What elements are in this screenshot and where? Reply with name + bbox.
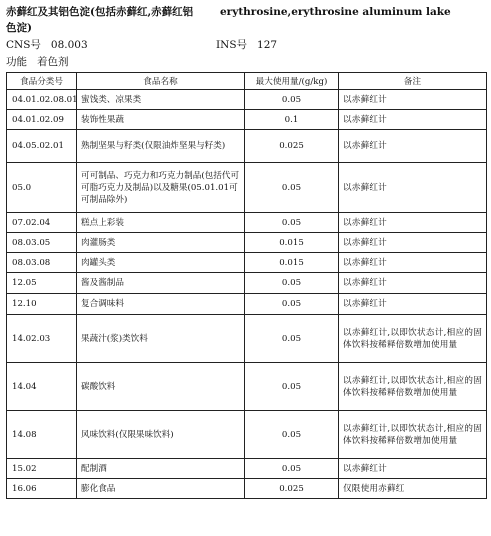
cell-name: 熟制坚果与籽类(仅限油炸坚果与籽类) xyxy=(77,130,245,163)
function-label: 功能 xyxy=(6,56,27,68)
cell-value: 0.05 xyxy=(245,459,339,479)
ins-value: 127 xyxy=(257,39,278,51)
cell-code: 05.0 xyxy=(7,163,77,213)
cell-note: 以赤藓红计 xyxy=(339,294,487,315)
cns-label: CNS号 xyxy=(6,39,41,51)
cell-name: 肉灌肠类 xyxy=(77,233,245,253)
table-row xyxy=(7,459,487,479)
table-row xyxy=(7,273,487,294)
cell-value: 0.025 xyxy=(245,479,339,499)
cell-value: 0.015 xyxy=(245,253,339,273)
cell-note: 以赤藓红计 xyxy=(339,233,487,253)
usage-table xyxy=(6,72,487,499)
cns-value: 08.003 xyxy=(50,39,88,51)
cell-value: 0.05 xyxy=(245,163,339,213)
cell-note: 以赤藓红计,以即饮状态计,相应的固体饮料按稀释倍数增加使用量 xyxy=(339,363,487,411)
cell-name: 肉罐头类 xyxy=(77,253,245,273)
table-row xyxy=(7,411,487,459)
cell-code: 14.04 xyxy=(7,363,77,411)
title-chinese: 赤藓红及其铝色淀(包括赤藓红,赤藓红铝 xyxy=(6,6,194,18)
cell-value: 0.025 xyxy=(245,130,339,163)
ins-number xyxy=(216,38,277,52)
cell-value: 0.05 xyxy=(245,315,339,363)
cell-code: 12.05 xyxy=(7,273,77,294)
cell-name: 复合调味料 xyxy=(77,294,245,315)
cell-name: 膨化食品 xyxy=(77,479,245,499)
table-row xyxy=(7,233,487,253)
cell-note: 以赤藓红计 xyxy=(339,273,487,294)
cell-value: 0.05 xyxy=(245,90,339,110)
cell-note: 以赤藓红计 xyxy=(339,90,487,110)
cell-value: 0.05 xyxy=(245,273,339,294)
cell-name: 碳酸饮料 xyxy=(77,363,245,411)
cell-value: 0.05 xyxy=(245,411,339,459)
function xyxy=(6,55,69,69)
cell-note: 以赤藓红计 xyxy=(339,213,487,233)
table-row xyxy=(7,130,487,163)
column-header-name: 食品名称 xyxy=(77,73,245,90)
column-header-code: 食品分类号 xyxy=(7,73,77,90)
cell-code: 08.03.05 xyxy=(7,233,77,253)
cell-code: 08.03.08 xyxy=(7,253,77,273)
table-row xyxy=(7,110,487,130)
cell-value: 0.05 xyxy=(245,213,339,233)
cell-note: 以赤藓红计 xyxy=(339,253,487,273)
cell-code: 07.02.04 xyxy=(7,213,77,233)
table-row xyxy=(7,479,487,499)
cell-name: 装饰性果蔬 xyxy=(77,110,245,130)
cell-value: 0.015 xyxy=(245,233,339,253)
table-row xyxy=(7,363,487,411)
table-row xyxy=(7,294,487,315)
cell-code: 12.10 xyxy=(7,294,77,315)
cell-value: 0.05 xyxy=(245,294,339,315)
table-row xyxy=(7,315,487,363)
cell-name: 风味饮料(仅限果味饮料) xyxy=(77,411,245,459)
cell-code: 15.02 xyxy=(7,459,77,479)
table-header-row xyxy=(7,73,487,90)
cell-value: 0.1 xyxy=(245,110,339,130)
cell-code: 04.01.02.09 xyxy=(7,110,77,130)
cell-note: 以赤藓红计 xyxy=(339,130,487,163)
cell-code: 14.02.03 xyxy=(7,315,77,363)
cell-name: 果蔬汁(浆)类饮料 xyxy=(77,315,245,363)
cell-name: 糕点上彩装 xyxy=(77,213,245,233)
cell-note: 以赤藓红计 xyxy=(339,110,487,130)
cell-note: 以赤藓红计,以即饮状态计,相应的固体饮料按稀释倍数增加使用量 xyxy=(339,315,487,363)
cns-number xyxy=(6,38,88,52)
cell-code: 04.05.02.01 xyxy=(7,130,77,163)
cell-note: 仅限使用赤藓红 xyxy=(339,479,487,499)
cell-name: 酱及酱制品 xyxy=(77,273,245,294)
table-row xyxy=(7,213,487,233)
function-value: 着色剂 xyxy=(37,56,69,68)
cell-name: 蜜饯类、凉果类 xyxy=(77,90,245,110)
column-header-max-usage: 最大使用量/(g/kg) xyxy=(245,73,339,90)
cell-code: 14.08 xyxy=(7,411,77,459)
table-row xyxy=(7,90,487,110)
cell-note: 以赤藓红计 xyxy=(339,163,487,213)
table-row xyxy=(7,163,487,213)
cell-value: 0.05 xyxy=(245,363,339,411)
ins-label: INS号 xyxy=(216,39,248,51)
cell-code: 04.01.02.08.01 xyxy=(7,90,77,110)
cell-code: 16.06 xyxy=(7,479,77,499)
column-header-note: 备注 xyxy=(339,73,487,90)
cell-name: 配制酒 xyxy=(77,459,245,479)
title-english: erythrosine,erythrosine aluminum lake xyxy=(220,6,451,18)
cell-name: 可可制品、巧克力和巧克力制品(包括代可可脂巧克力及制品)以及糖果(05.01.01可可制品除外) xyxy=(77,163,245,213)
title-row xyxy=(6,4,451,20)
cell-note: 以赤藓红计,以即饮状态计,相应的固体饮料按稀释倍数增加使用量 xyxy=(339,411,487,459)
title-chinese-continued: 色淀) xyxy=(6,22,32,34)
cell-note: 以赤藓红计 xyxy=(339,459,487,479)
table-row xyxy=(7,253,487,273)
